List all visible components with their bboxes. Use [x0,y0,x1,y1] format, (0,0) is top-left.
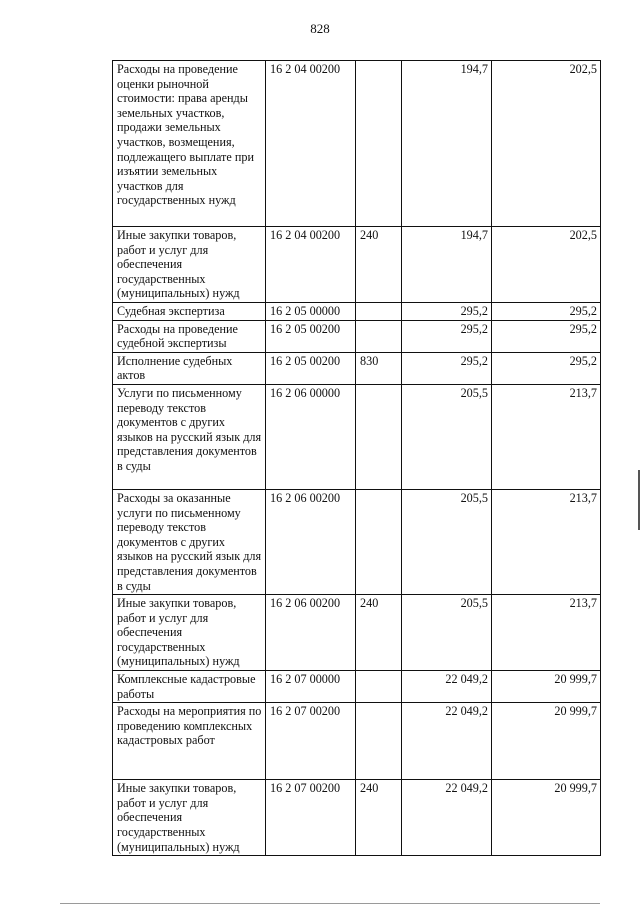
row-code: 16 2 07 00200 [266,703,356,780]
row-value-2: 295,2 [492,320,601,352]
table-row [113,320,601,352]
table-row [113,352,601,384]
row-value-2: 295,2 [492,302,601,320]
row-value-2: 20 999,7 [492,780,601,856]
table-row [113,61,601,227]
row-name: Исполнение судебных актов [113,352,266,384]
row-value-2: 213,7 [492,595,601,671]
row-expense-type: 240 [356,595,402,671]
row-name: Судебная экспертиза [113,302,266,320]
row-expense-type: 830 [356,352,402,384]
row-expense-type [356,671,402,703]
row-value-1: 194,7 [402,61,492,227]
row-code: 16 2 06 00200 [266,489,356,594]
row-expense-type [356,703,402,780]
row-value-1: 205,5 [402,489,492,594]
row-value-1: 22 049,2 [402,780,492,856]
row-name: Иные закупки товаров, работ и услуг для обеспечения государственных (муниципальных) нужд [113,227,266,303]
page-number: 828 [310,21,330,36]
row-name: Услуги по письменному переводу текстов документов с других языков на русский язык для представления документов в суды [113,384,266,489]
row-value-1: 205,5 [402,384,492,489]
row-name: Иные закупки товаров, работ и услуг для обеспечения государственных (муниципальных) нужд [113,595,266,671]
row-code: 16 2 07 00000 [266,671,356,703]
row-expense-type: 240 [356,227,402,303]
row-expense-type [356,489,402,594]
row-value-1: 22 049,2 [402,671,492,703]
table-row [113,384,601,489]
row-name: Комплексные кадастровые работы [113,671,266,703]
row-value-1: 295,2 [402,320,492,352]
row-code: 16 2 07 00200 [266,780,356,856]
row-value-2: 213,7 [492,384,601,489]
row-code: 16 2 06 00000 [266,384,356,489]
row-name: Иные закупки товаров, работ и услуг для обеспечения государственных (муниципальных) нужд [113,780,266,856]
row-name: Расходы на проведение оценки рыночной стоимости: права аренды земельных участков, продажи земельных участков, возмещения, подлежащего выплате при изъятии земельных участков для государственных нужд [113,61,266,227]
row-code: 16 2 05 00200 [266,352,356,384]
row-code: 16 2 05 00200 [266,320,356,352]
scan-edge-line [60,903,600,904]
row-name: Расходы за оказанные услуги по письменному переводу текстов документов с других языков на русский язык для представления документов в суды [113,489,266,594]
row-expense-type [356,302,402,320]
budget-table [112,60,601,856]
row-code: 16 2 06 00200 [266,595,356,671]
row-expense-type: 240 [356,780,402,856]
table-row [113,489,601,594]
row-value-2: 295,2 [492,352,601,384]
row-value-1: 295,2 [402,352,492,384]
table-row [113,703,601,780]
row-name: Расходы на мероприятия по проведению комплексных кадастровых работ [113,703,266,780]
row-expense-type [356,61,402,227]
row-code: 16 2 05 00000 [266,302,356,320]
row-expense-type [356,320,402,352]
row-value-1: 22 049,2 [402,703,492,780]
table-row [113,780,601,856]
row-value-2: 20 999,7 [492,671,601,703]
row-value-2: 20 999,7 [492,703,601,780]
table-row [113,302,601,320]
row-value-2: 202,5 [492,61,601,227]
row-code: 16 2 04 00200 [266,227,356,303]
table-row [113,227,601,303]
row-name: Расходы на проведение судебной экспертизы [113,320,266,352]
row-expense-type [356,384,402,489]
row-value-1: 194,7 [402,227,492,303]
row-code: 16 2 04 00200 [266,61,356,227]
row-value-2: 202,5 [492,227,601,303]
table-row [113,595,601,671]
table-row [113,671,601,703]
row-value-1: 205,5 [402,595,492,671]
row-value-2: 213,7 [492,489,601,594]
row-value-1: 295,2 [402,302,492,320]
